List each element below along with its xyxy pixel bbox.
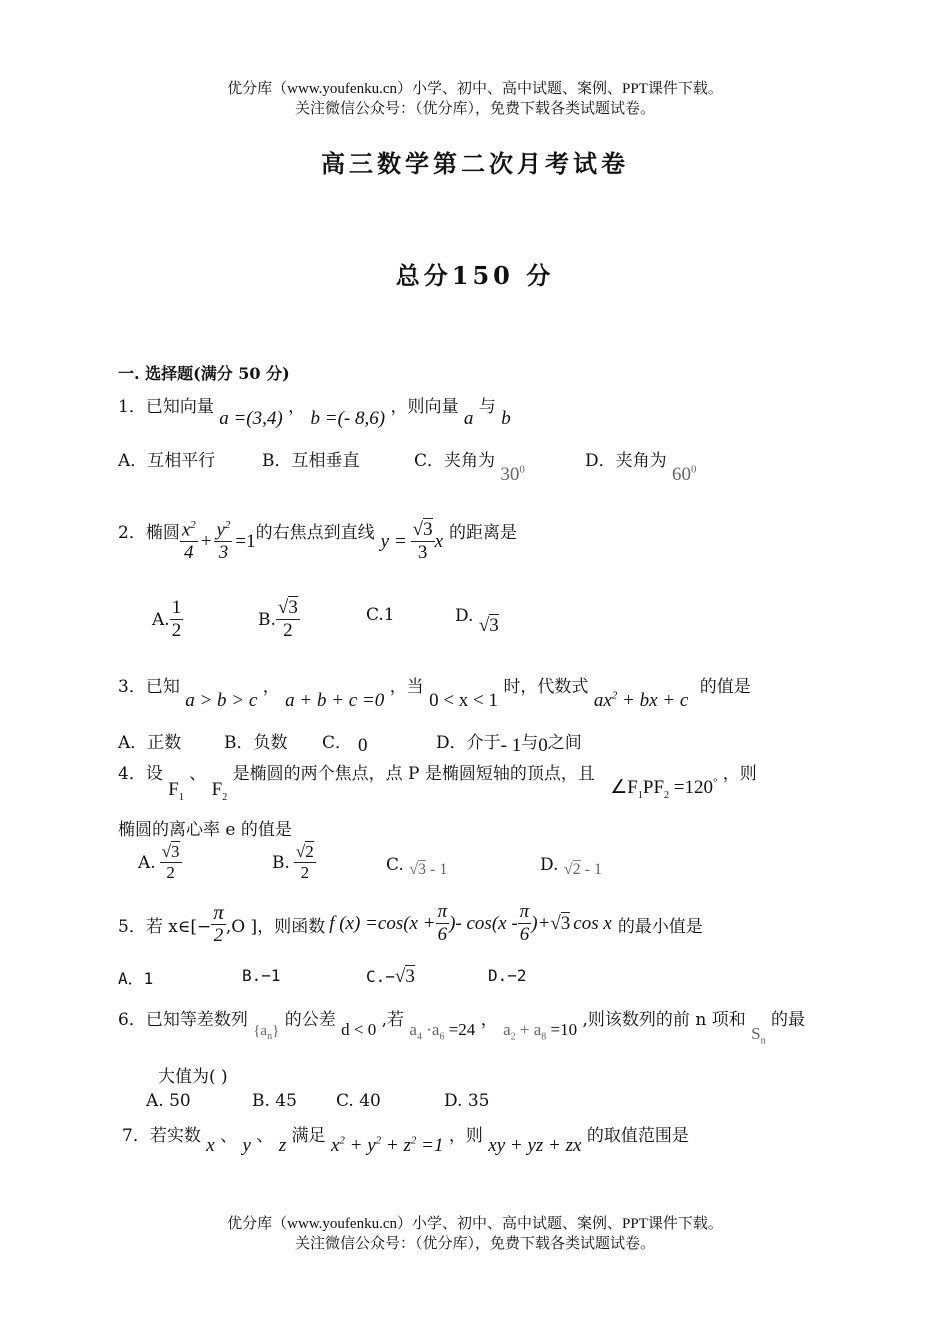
q2-option-b: B. $\frac{√3}{2}$ (258, 597, 298, 641)
q3-option-d: D．介于- 1与0之间 (436, 733, 582, 756)
q5-mid1: )- cos(x - (449, 913, 518, 934)
q1-comma: ， (288, 397, 306, 417)
q1-option-d (585, 446, 697, 485)
q1-option-d-label: D．夹角为 (585, 451, 667, 471)
q2-option-a: A. $\frac{1}{2}$ (152, 597, 182, 641)
q6-option-b: B. 45 (252, 1091, 297, 1111)
q3-cond2: a + b + c =0 (285, 690, 385, 711)
q2-eq1: =1 (235, 531, 256, 552)
q4-option-c: C. √3 - 1 (386, 855, 448, 878)
q2-frac-x: $\frac{x^2}{4}$ (181, 518, 196, 564)
question-1 (118, 392, 511, 429)
q4-option-a-frac: $\frac{√3}{2}$ (161, 842, 180, 882)
q4-f1: $F_1$ (168, 779, 184, 803)
q7-x: x (206, 1135, 215, 1156)
q7-z: z (278, 1135, 287, 1156)
q1-option-a: A．互相平行 (118, 451, 216, 471)
q7-y: y (242, 1135, 251, 1156)
q3-option-b: B．负数 (224, 733, 288, 753)
question-5: 5．若 x∈[− $\frac{\pi}{2}$ ,O ]，则函数 f (x) =cos(x + $\frac{\pi}{6}$ )- cos(x - $\frac{\pi}{6}$ )+ √3 cos x 的最小值是 (118, 899, 703, 946)
q1-mid: ，则向量 (390, 397, 459, 417)
question-2 (118, 512, 517, 572)
q5-option-b: B.−1 (242, 966, 281, 985)
q1-a: a (463, 408, 474, 429)
q2-option-d-sqrt: √3 (478, 615, 499, 636)
q1-yu: 与 (478, 397, 496, 417)
q4-line-2: 椭圆的离心率 e 的值是 (118, 820, 292, 840)
q2-mid: 的右焦点到直线 (255, 523, 375, 543)
q3-cond1: a > b > c (185, 690, 258, 711)
q1-prefix: 1．已知向量 (118, 397, 214, 417)
q3-range: 0 < x < 1 (429, 690, 499, 711)
question-7: 7．若实数 x 、 y 、 z 满足 $x^2 + y^2 + z^2 =1$ ，则 xy + yz + zx 的取值范围是 (122, 1126, 689, 1156)
q5-option-c: C.−√3 (366, 966, 415, 987)
q6-d-cond: d < 0 (341, 1020, 377, 1039)
q6-option-a: A. 50 (146, 1091, 191, 1111)
q2-option-b-frac: $\frac{√3}{2}$ (277, 597, 298, 641)
q5-cosx: cos x (573, 913, 612, 934)
exam-title: 高三数学第二次月考试卷 (321, 149, 629, 178)
q2-x: x (434, 531, 444, 552)
q1-option-c-label: C．夹角为 (414, 451, 496, 471)
q1-option-d-value: $60^0$ (672, 463, 697, 485)
question-3: 3．已知 a > b > c ， a + b + c =0 ，当 0 < x < 1 时，代数式 $ax^2$ + bx + c 的值是 (118, 677, 751, 711)
q6-product: $a_4 \cdot a_6 =24$ (409, 1020, 476, 1043)
q6-option-c: C. 40 (336, 1091, 381, 1111)
q2-option-a-frac: $\frac{1}{2}$ (171, 597, 182, 641)
section-heading: 一. 选择题(满分 50 分) (118, 364, 290, 383)
q5-option-a: A．1 (118, 969, 154, 988)
q4-option-b: B. $\frac{√2}{2}$ (272, 842, 314, 882)
q1-option-b: B．互相垂直 (262, 451, 360, 471)
q7-expression: xy + yz + zx (488, 1135, 582, 1156)
question-6: 6．已知等差数列 $\{a_n\}$ 的公差 d < 0 ,若 $a_4 \cdot a_6 =24$ ， $a_2 + a_8 =10$ ,则该数列的前 n 项和 $S_n$ 的最 (118, 1010, 805, 1047)
q5-frac-pi-6a: $\frac{\pi}{6}$ (437, 900, 448, 945)
q5-mid2: )+ (531, 913, 551, 934)
q4-option-a: A. $\frac{√3}{2}$ (138, 842, 180, 882)
q4-angle: $\angle F_1PF_2 =120^\circ$ (610, 776, 718, 801)
q2-frac-sqrt3: $\frac{√3}{3}$ (412, 518, 433, 563)
q5-frac-pi-6b: $\frac{\pi}{6}$ (519, 900, 530, 945)
q5-f: f (x) =cos(x + (329, 913, 436, 934)
q1-option-c (414, 446, 525, 485)
q4-option-b-frac: $\frac{√2}{2}$ (295, 842, 314, 882)
q4-option-d: D. √2 - 1 (540, 855, 602, 878)
footer-line-2: 关注微信公众号：（优分库），免费下载各类试题试卷。 (294, 1236, 655, 1252)
q1-vector-a: a =(3,4) (219, 408, 283, 429)
q5-option-d: D.−2 (488, 966, 527, 985)
q2-yeq: y = (380, 531, 407, 552)
q1-option-c-value: $30^0$ (500, 463, 525, 485)
q2-option-d: D. √3 (455, 606, 499, 636)
q1-vector-b: b =(- 8,6) (310, 408, 386, 429)
q5-sqrt3: √3 (550, 913, 571, 934)
header-line-1: 优分库（www.youfenku.cn）小学、初中、高中试题、案例、PPT课件下载。 (227, 81, 723, 97)
q3-poly: $ax^2$ + bx + c (593, 689, 689, 711)
header-line-2: 关注微信公众号：（优分库），免费下载各类试题试卷。 (294, 101, 655, 117)
q3-option-a: A．正数 (118, 733, 182, 753)
q3-option-c: C． 0 (322, 733, 368, 756)
q7-equation: $x^2 + y^2 + z^2 =1$ (330, 1134, 444, 1156)
q6-sn: $S_n$ (751, 1024, 766, 1047)
q4-option-c-value: √3 - 1 (409, 861, 448, 878)
q4-option-d-value: √2 - 1 (563, 861, 602, 878)
q2-option-c: C.1 (366, 605, 395, 625)
q2-prefix: 2．椭圆 (118, 523, 180, 543)
q1-b: b (501, 408, 511, 429)
q2-suffix: 的距离是 (449, 523, 518, 543)
q6-option-d: D. 35 (444, 1091, 490, 1111)
question-4: 4．设 $F_1$ 、 $F_2$ 是椭圆的两个焦点，点 P 是椭圆短轴的顶点，且 $\angle F_1PF_2 =120^\circ$ ，则 (118, 764, 757, 803)
q4-f2: $F_2$ (211, 779, 228, 803)
q2-frac-y: $\frac{y^2}{3}$ (216, 518, 231, 564)
q2-plus: + (200, 531, 212, 552)
q6-line-2: 大值为( ) (158, 1067, 228, 1087)
exam-total-score: 总分150 分 (395, 261, 555, 290)
q6-sum: $a_2 + a_8 =10$ (503, 1020, 578, 1043)
footer-line-1: 优分库（www.youfenku.cn）小学、初中、高中试题、案例、PPT课件下载。 (227, 1216, 723, 1232)
q5-frac-pi-2: $\frac{\pi}{2}$ (213, 899, 224, 946)
q6-seq: $\{a_n\}$ (253, 1023, 280, 1042)
